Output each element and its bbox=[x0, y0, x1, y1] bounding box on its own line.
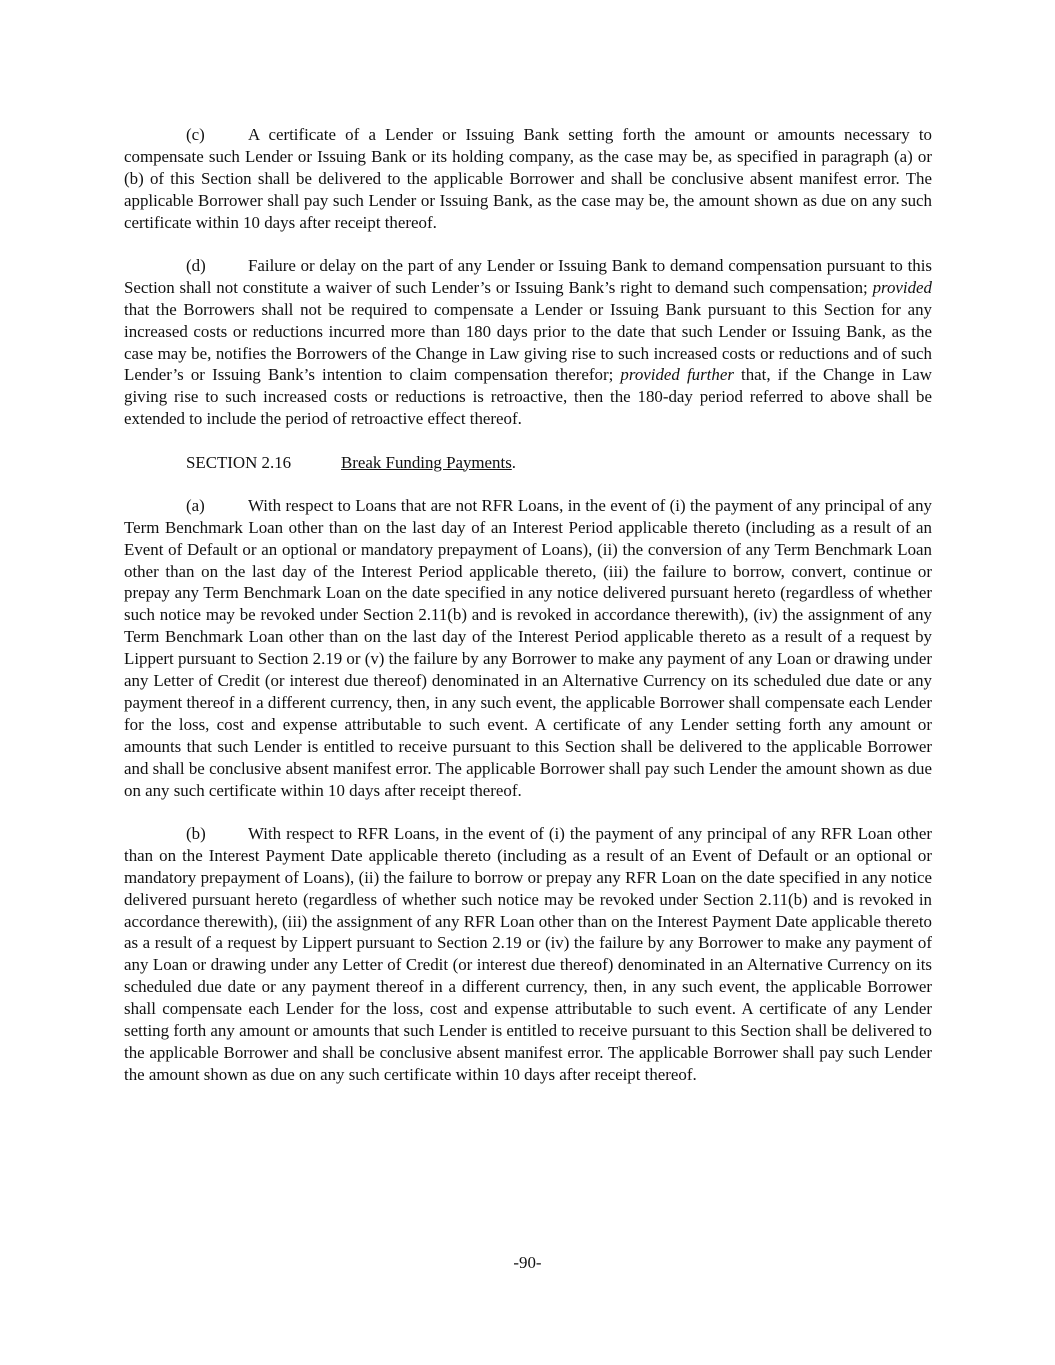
paragraph-c bbox=[124, 124, 932, 234]
paragraph-text: A certificate of a Lender or Issuing Bank setting forth the amount or amounts necessary to compensate such Lender or Issuing Bank or its holding company, as the case may be, as specified in paragraph (a) or (b) of this Section shall be delivered to the applicable Borrower and shall be conclusive absent manifest error. The applicable Borrower shall pay such Lender or Issuing Bank, as the case may be, the amount shown as due on any such certificate within 10 days after receipt thereof. bbox=[124, 125, 932, 232]
paragraph-a bbox=[124, 495, 932, 802]
document-page bbox=[124, 124, 932, 1107]
section-heading bbox=[124, 452, 932, 474]
italic-term: provided further bbox=[620, 365, 734, 385]
section-title-punct: . bbox=[511, 452, 517, 472]
paragraph-label: (b) bbox=[186, 823, 206, 843]
italic-term: provided bbox=[872, 277, 932, 297]
paragraph-d bbox=[124, 255, 932, 430]
section-title: Break Funding Payments bbox=[341, 452, 512, 472]
section-number: SECTION 2.16 bbox=[186, 452, 292, 472]
page-number: -90- bbox=[513, 1253, 542, 1272]
paragraph-label: (d) bbox=[186, 255, 206, 275]
paragraph-text: With respect to Loans that are not RFR Loans, in the event of (i) the payment of any principal of any Term Benchmark Loan other than on the last day of an Interest Period applicable thereto (including as a result of an Event of Default or an optional or mandatory prepayment of Loans), (ii) the conversion of any Term Benchmark Loan other than on the last day of the Interest Period applicable thereto, (iii) the failure to borrow, convert, continue or prepay any Term Benchmark Loan on the date specified in any notice delivered pursuant hereto (regardless of whether such notice may be revoked under Section 2.11(b) and is revoked in accordance therewith), (iv) the assignment of any Term Benchmark Loan other than on the last day of the Interest Period applicable thereto as a result of a request by Lippert pursuant to Section 2.19 or (v) the failure by any Borrower to make any payment of any Loan or drawing under any Letter of Credit (or interest due thereof) denominated in an Alternative Currency on its scheduled due date or any payment thereof in a different currency, then, in any such event, the applicable Borrower shall compensate each Lender for the loss, cost and expense attributable to such event. A certificate of any Lender setting forth any amount or amounts that such Lender is entitled to receive pursuant to this Section shall be delivered to the applicable Borrower and shall be conclusive absent manifest error. The applicable Borrower shall pay such Lender the amount shown as due on any such certificate within 10 days after receipt thereof. bbox=[124, 495, 932, 800]
paragraph-text: Failure or delay on the part of any Lender or Issuing Bank to demand compensation pursuant to this Section shall not constitute a waiver of such Lender’s or Issuing Bank’s right to demand such compensation; bbox=[124, 255, 932, 297]
paragraph-label: (c) bbox=[186, 125, 205, 144]
paragraph-label: (a) bbox=[186, 495, 205, 515]
paragraph-text: that, if the Change in Law giving rise to such increased costs or reductions is retroactive, then the 180-day period referred to above shall be extended to include the period of retroactive effect thereof. bbox=[124, 365, 932, 429]
paragraph-text: that the Borrowers shall not be required to compensate a Lender or Issuing Bank pursuant to this Section for any increased costs or reductions incurred more than 180 days prior to the date that such Lender or Issuing Bank, as the case may be, notifies the Borrowers of the Change in Law giving rise to such increased costs or reductions and of such Lender’s or Issuing Bank’s intention to claim compensation therefor; bbox=[124, 299, 932, 385]
paragraph-text: With respect to RFR Loans, in the event of (i) the payment of any principal of any RFR Loan other than on the Interest Payment Date applicable thereto (including as a result of an Event of Default or an optional or mandatory prepayment of Loans), (ii) the failure to borrow or prepay any RFR Loan on the date specified in any notice delivered pursuant hereto (regardless of whether such notice may be revoked under Section 2.11(b) and is revoked in accordance therewith), (iii) the assignment of any RFR Loan other than on the Interest Payment Date applicable thereto as a result of a request by Lippert pursuant to Section 2.19 or (iv) the failure by any Borrower to make any payment of any Loan or drawing under any Letter of Credit (or interest due thereof) denominated in an Alternative Currency on its scheduled due date or any payment thereof in a different currency, then, in any such event, the applicable Borrower shall compensate each Lender for the loss, cost and expense attributable to such event. A certificate of any Lender setting forth any amount or amounts that such Lender is entitled to receive pursuant to this Section shall be delivered to the applicable Borrower and shall be conclusive absent manifest error. The applicable Borrower shall pay such Lender the amount shown as due on any such certificate within 10 days after receipt thereof. bbox=[124, 823, 932, 1084]
paragraph-b bbox=[124, 823, 932, 1086]
